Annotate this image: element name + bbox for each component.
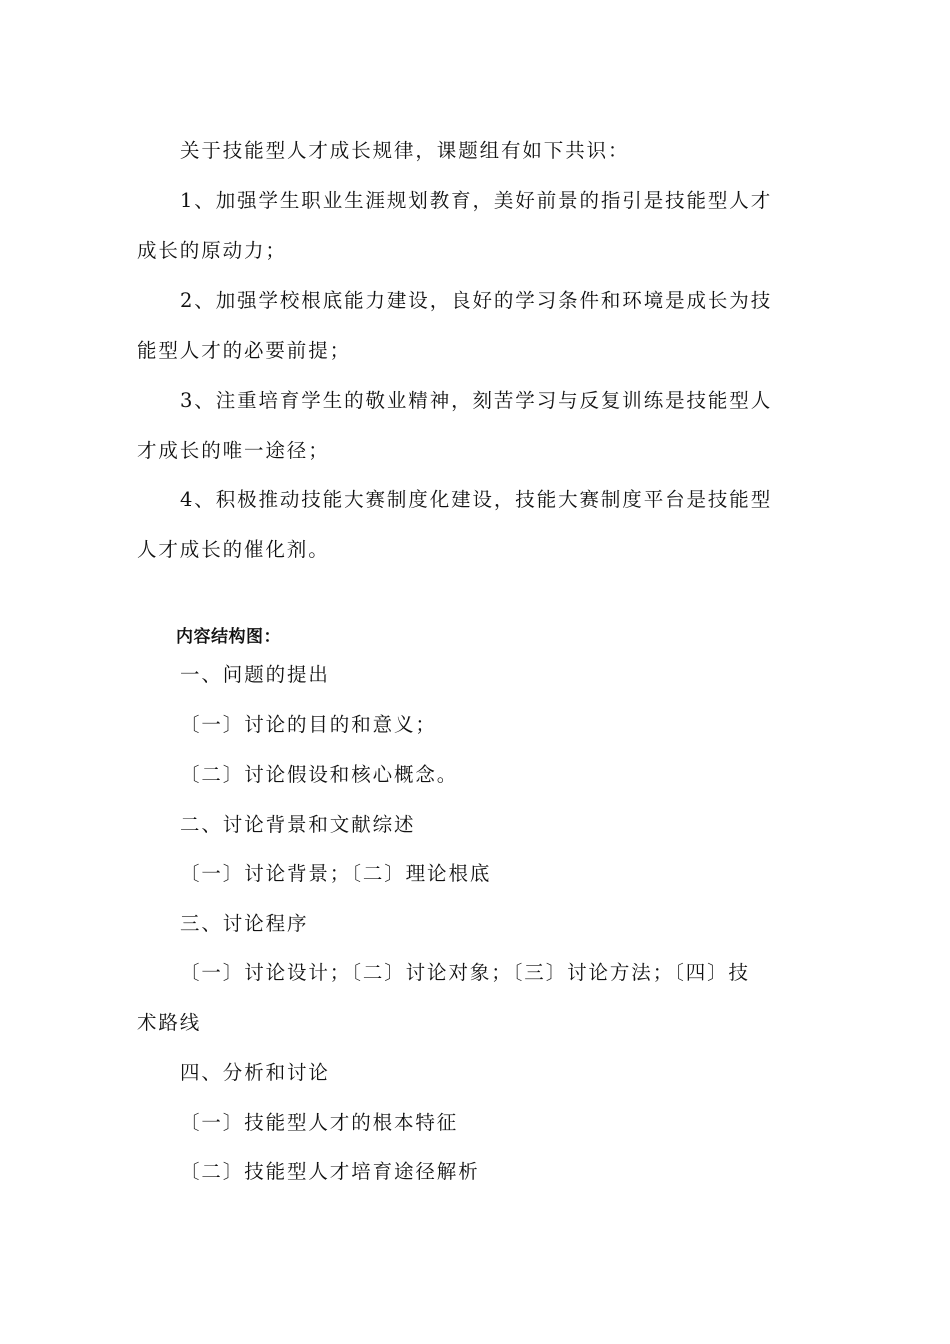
section-2-subitems: 〔一〕讨论背景；〔二〕理论根底 [180,862,492,885]
section-3-subitems-line-1: 〔一〕讨论设计；〔二〕讨论对象；〔三〕讨论方法；〔四〕技 [180,961,750,984]
consensus-item-4-line-2: 人才成长的催化剂。 [137,538,330,561]
structure-heading: 内容结构图： [176,627,281,647]
consensus-item-1-line-1: 1、加强学生职业生涯规划教育，美好前景的指引是技能型人才 [180,189,773,212]
section-4-title: 四、分析和讨论 [180,1061,330,1084]
section-1-subitem-2: 〔二〕讨论假设和核心概念。 [180,763,459,786]
consensus-item-1-line-2: 成长的原动力； [137,239,287,262]
consensus-item-2-line-2: 能型人才的必要前提； [137,339,352,362]
consensus-item-2-line-1: 2、加强学校根底能力建设，良好的学习条件和环境是成长为技 [180,289,773,312]
section-3-title: 三、讨论程序 [180,912,309,935]
section-3-subitems-line-2: 术路线 [137,1011,202,1034]
consensus-item-4-line-1: 4、积极推动技能大赛制度化建设，技能大赛制度平台是技能型 [180,488,773,511]
section-4-subitem-1: 〔一〕技能型人才的根本特征 [180,1111,459,1134]
consensus-item-3-line-1: 3、注重培育学生的敬业精神，刻苦学习与反复训练是技能型人 [180,389,773,412]
section-4-subitem-2: 〔二〕技能型人才培育途径解析 [180,1160,480,1183]
consensus-item-3-line-2: 才成长的唯一途径； [137,439,330,462]
section-1-title: 一、问题的提出 [180,663,330,686]
consensus-intro: 关于技能型人才成长规律，课题组有如下共识： [180,139,630,162]
section-2-title: 二、讨论背景和文献综述 [180,813,416,836]
section-1-subitem-1: 〔一〕讨论的目的和意义； [180,713,437,736]
